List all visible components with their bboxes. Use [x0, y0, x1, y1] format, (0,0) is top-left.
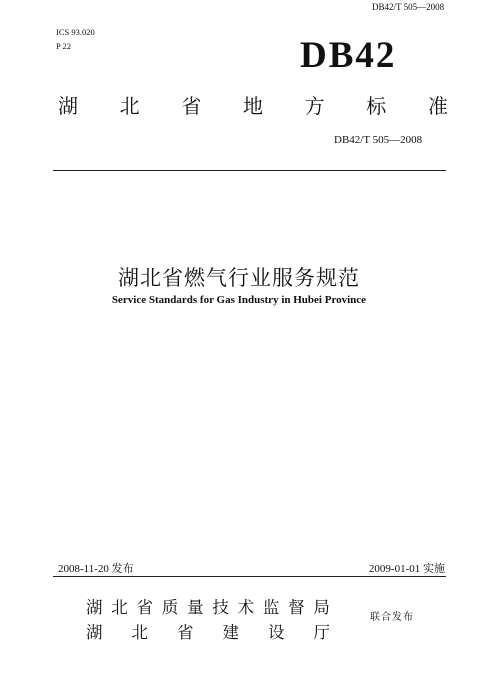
issuer-char: 技: [212, 598, 229, 617]
standard-type-char: 准: [427, 94, 448, 118]
joint-release-label: 联合发布: [370, 612, 414, 623]
issuer-quality-bureau: [86, 594, 330, 618]
db-logo: DB42: [300, 35, 397, 76]
issuer-char: 省: [136, 598, 154, 617]
standard-type-char: 标: [366, 94, 387, 118]
standard-number: DB42/T 505—2008: [334, 134, 423, 146]
top-divider: [53, 170, 446, 171]
issuer-char: 质: [161, 598, 179, 617]
issuer-char: 北: [131, 623, 148, 642]
issuer-char: 湖: [86, 623, 103, 642]
issuer-char: 局: [313, 598, 330, 617]
issuer-char: 厅: [313, 623, 330, 642]
issuer-char: 督: [288, 598, 305, 617]
issuer-char: 量: [187, 598, 204, 617]
standard-type-heading: [58, 90, 448, 119]
issuer-char: 建: [222, 623, 239, 642]
issuer-char: 北: [111, 598, 128, 617]
document-title-en: Service Standards for Gas Industry in Hubei Province: [111, 294, 367, 306]
issue-date: 2008-11-20 发布: [58, 563, 134, 575]
issuer-char: 省: [177, 623, 194, 642]
header-standard-code: DB42/T 505—2008: [372, 2, 445, 12]
issuer-char: 术: [237, 598, 255, 617]
standard-type-char: 湖: [58, 94, 78, 118]
standard-type-char: 地: [242, 94, 263, 118]
document-title-cn: 湖北省燃气行业服务规范: [118, 266, 360, 290]
issuer-char: 设: [268, 623, 285, 642]
bottom-divider: [53, 576, 446, 577]
standard-type-char: 省: [181, 94, 202, 118]
issuer-char: 监: [262, 598, 280, 617]
p-classification-code: P 22: [56, 41, 72, 51]
effective-date: 2009-01-01 实施: [368, 563, 445, 575]
standard-type-char: 北: [119, 94, 140, 118]
standard-type-char: 方: [304, 94, 325, 118]
ics-code: ICS 93.020: [56, 27, 95, 37]
issuer-construction-dept: [86, 619, 330, 643]
issuer-char: 湖: [86, 598, 103, 617]
